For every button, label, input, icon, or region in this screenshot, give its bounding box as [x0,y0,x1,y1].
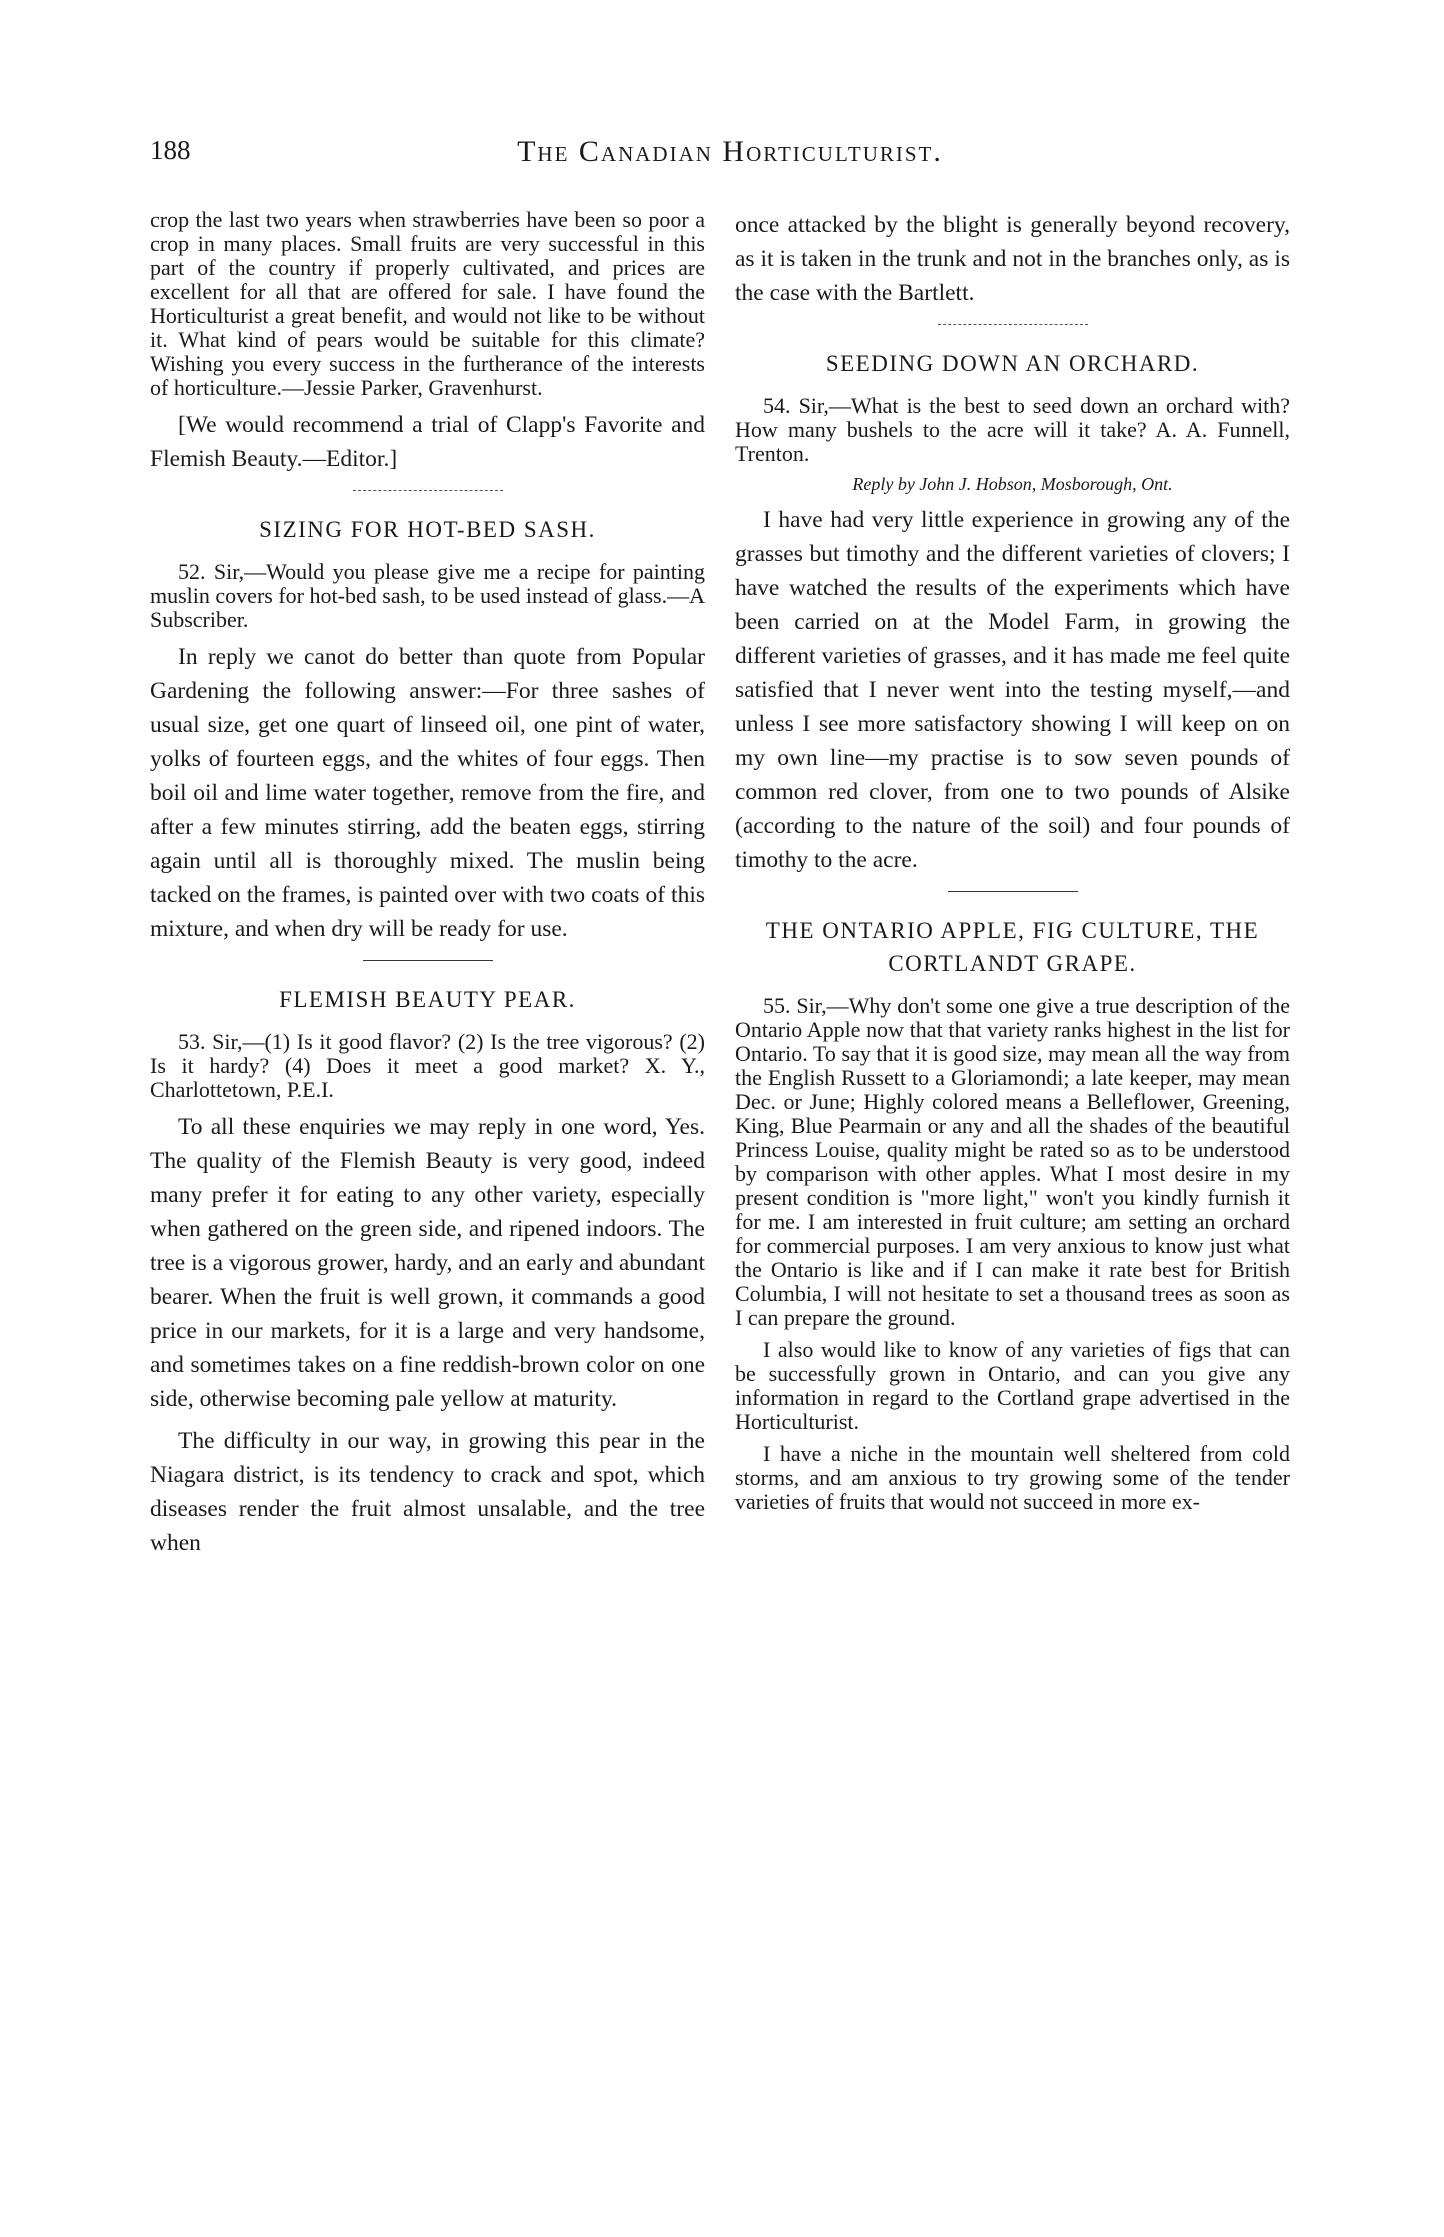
section-heading-sizing: SIZING FOR HOT-BED SASH. [259,517,596,542]
section-divider [353,490,503,491]
question-54: 54. Sir,—What is the best to seed down an orchard with? How many bushels to the acre will it take? A. A. Funnell, Trenton. [735,393,1290,466]
section-heading-seeding: SEEDING DOWN AN ORCHARD. [825,351,1200,376]
answer-53-part-2: The difficulty in our way, in growing this pear in the Niagara district, is its tendency to crack and spot, which diseases render the fruit almost unsalable, and the tree when [150,1428,705,1556]
answer-54: I have had very little experience in growing any of the grasses but timothy and the different varieties of clovers; I have watched the results of the experiments which have been carried on at the Model Farm, in growing the different varieties of grasses, and it has made me feel quite satisfied that I never went into the testing myself,—and unless I see more satisfactory showing I will keep on on my own line—my practise is to sow seven pounds of common red clover, from one to two pounds of Alsike (according to the nature of the soil) and four pounds of timothy to the acre. [735,507,1290,873]
section-divider [938,324,1088,325]
editor-note: [We would recommend a trial of Clapp's Favorite and Flemish Beauty.—Editor.] [150,412,705,472]
letter-continuation: crop the last two years when strawberries have been so poor a crop in many places. Small fruits are very successful in this part of the country if properly cultivated, and prices are excellent for all that are offered for sale. I have found the Horticulturist a great benefit, and would not like to be without it. What kind of pears would be suitable for this climate? Wishing you every success in the furtherance of the interests of horticulture.—Jessie Parker, Gravenhurst. [150,207,705,400]
question-55-part-1: 55. Sir,—Why don't some one give a true description of the Ontario Apple now that that variety ranks highest in the list for Ontario. To say that it is good size, may mean all the way from the English Russett to a Gloriamondi; a late keeper, may mean Dec. or June; Highly colored means a Belleflower, Greening, King, Blue Pearmain or any and all the shades of the beautiful Princess Louise, quality might be rated so as to be understood by comparison with other apples. What I most desire in my present condition is "more light," won't you kindly furnish it for me. I am interested in fruit culture; am setting an orchard for commercial purposes. I am very anxious to know just what the Ontario is like and if I can make it rate best for British Columbia, I will not hesitate to set a thousand trees as soon as I can prepare the ground. [735,993,1290,1330]
section-heading-ontario: THE ONTARIO APPLE, FIG CULTURE, THE CORTLANDT GRAPE. [765,918,1260,976]
section-divider [363,960,493,961]
page-number: 188 [150,135,191,165]
question-55-part-2: I also would like to know of any varieties of figs that can be successfully grown in Ontario, and can you give any information in regard to the Cortland grape advertised in the Horticulturist. [735,1337,1290,1434]
section-divider [948,891,1078,892]
section-heading-flemish: FLEMISH BEAUTY PEAR. [279,987,576,1012]
page-header [150,135,1310,175]
question-53: 53. Sir,—(1) Is it good flavor? (2) Is the tree vigorous? (2) Is it hardy? (4) Does it meet a good market? X. Y., Charlottetown, P.E.I. [150,1029,705,1102]
right-column [735,208,1290,1522]
answer-53-part-1: To all these enquiries we may reply in one word, Yes. The quality of the Flemish Beauty is very good, indeed many prefer it for eating to any other variety, especially when gathered on the green side, and ripened indoors. The tree is a vigorous grower, hardy, and an early and abundant bearer. When the fruit is well grown, it commands a good price in our markets, for it is a large and very handsome, and sometimes takes on a fine reddish-brown color on one side, otherwise becoming pale yellow at maturity. [150,1114,705,1412]
answer-53-continuation: once attacked by the blight is generally beyond recovery, as it is taken in the trunk and not in the branches only, as is the case with the Bartlett. [735,212,1290,306]
question-55-part-3: I have a niche in the mountain well sheltered from cold storms, and am anxious to try growing some of the tender varieties of fruits that would not succeed in more ex- [735,1441,1290,1514]
left-column [150,208,705,1568]
reply-credit: Reply by John J. Hobson, Mosborough, Ont. [852,474,1173,494]
answer-52: In reply we canot do better than quote from Popular Gardening the following answer:—For three sashes of usual size, get one quart of linseed oil, one pint of water, yolks of fourteen eggs, and the whites of four eggs. Then boil oil and lime water together, remove from the fire, and after a few minutes stirring, add the beaten eggs, stirring again until all is thoroughly mixed. The muslin being tacked on the frames, is painted over with two coats of this mixture, and when dry will be ready for use. [150,644,705,942]
question-52: 52. Sir,—Would you please give me a recipe for painting muslin covers for hot-bed sash, to be used instead of glass.—A Subscriber. [150,559,705,632]
running-title: The Canadian Horticulturist. [517,135,943,168]
